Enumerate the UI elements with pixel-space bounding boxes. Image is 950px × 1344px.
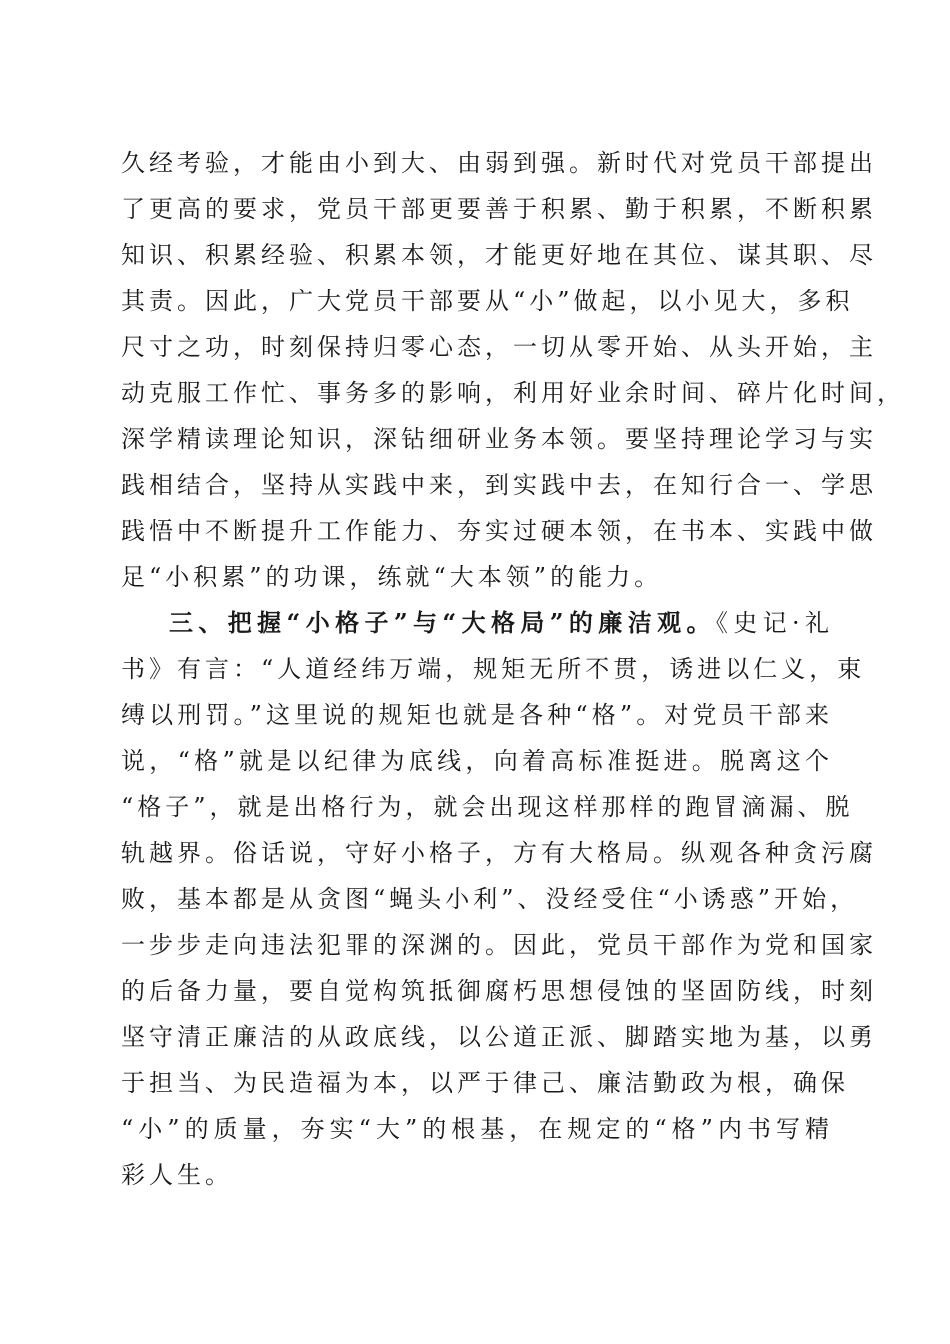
- paragraph-line: 一步步走向违法犯罪的深渊的。因此，党员干部作为党和国家: [121, 931, 877, 959]
- paragraph-first-line: [121, 600, 833, 646]
- paragraph-line: 深学精读理论知识，深钻细研业务本领。要坚持理论学习与实: [121, 425, 877, 453]
- paragraph-line: 彩人生。: [121, 1161, 233, 1189]
- paragraph-line: 书》有言：“人道经纬万端，规矩无所不贯，诱进以仁义，束: [121, 655, 866, 683]
- paragraph-line: 了更高的要求，党员干部更要善于积累、勤于积累，不断积累: [121, 195, 877, 223]
- paragraph-line: 的后备力量，要自觉构筑抵御腐朽思想侵蚀的坚固防线，时刻: [121, 977, 877, 1005]
- paragraph-line: 久经考验，才能由小到大、由弱到强。新时代对党员干部提出: [121, 149, 877, 177]
- paragraph-line: 知识、积累经验、积累本领，才能更好地在其位、谋其职、尽: [121, 241, 877, 269]
- paragraph-line: 践悟中不断提升工作能力、夯实过硬本领，在书本、实践中做: [121, 517, 877, 545]
- paragraph-accumulation: [121, 140, 905, 600]
- paragraph-line: “小”的质量，夯实“大”的根基，在规定的“格”内书写精: [121, 1115, 833, 1143]
- paragraph-text: 《史记·礼: [715, 609, 833, 637]
- paragraph-line: 败，基本都是从贪图“蝇头小利”、没经受住“小诱惑”开始，: [121, 885, 859, 913]
- paragraph-line: 尺寸之功，时刻保持归零心态，一切从零开始、从头开始，主: [121, 333, 877, 361]
- paragraph-line: “格子”，就是出格行为，就会出现这样那样的跑冒滴漏、脱: [121, 793, 854, 821]
- paragraph-line: 坚守清正廉洁的从政底线，以公道正派、脚踏实地为基，以勇: [121, 1023, 877, 1051]
- paragraph-line: 缚以刑罚。”这里说的规矩也就是各种“格”。对党员干部来: [121, 701, 833, 729]
- paragraph-integrity: [121, 600, 877, 1198]
- paragraph-line: 于担当、为民造福为本，以严于律己、廉洁勤政为根，确保: [121, 1069, 849, 1097]
- paragraph-line: 说，“格”就是以纪律为底线，向着高标准挺进。脱离这个: [121, 747, 833, 775]
- paragraph-line: 其责。因此，广大党员干部要从“小”做起，以小见大，多积: [121, 287, 854, 315]
- document-body: [121, 140, 905, 1198]
- section-heading: 三、把握“小格子”与“大格局”的廉洁观。: [169, 608, 716, 637]
- paragraph-line: 足“小积累”的功课，练就“大本领”的能力。: [121, 563, 663, 591]
- paragraph-line: 动克服工作忙、事务多的影响，利用好业余时间、碎片化时间，: [121, 379, 905, 407]
- paragraph-line: 践相结合，坚持从实践中来，到实践中去，在知行合一、学思: [121, 471, 877, 499]
- paragraph-line: 轨越界。俗话说，守好小格子，方有大格局。纵观各种贪污腐: [121, 839, 877, 867]
